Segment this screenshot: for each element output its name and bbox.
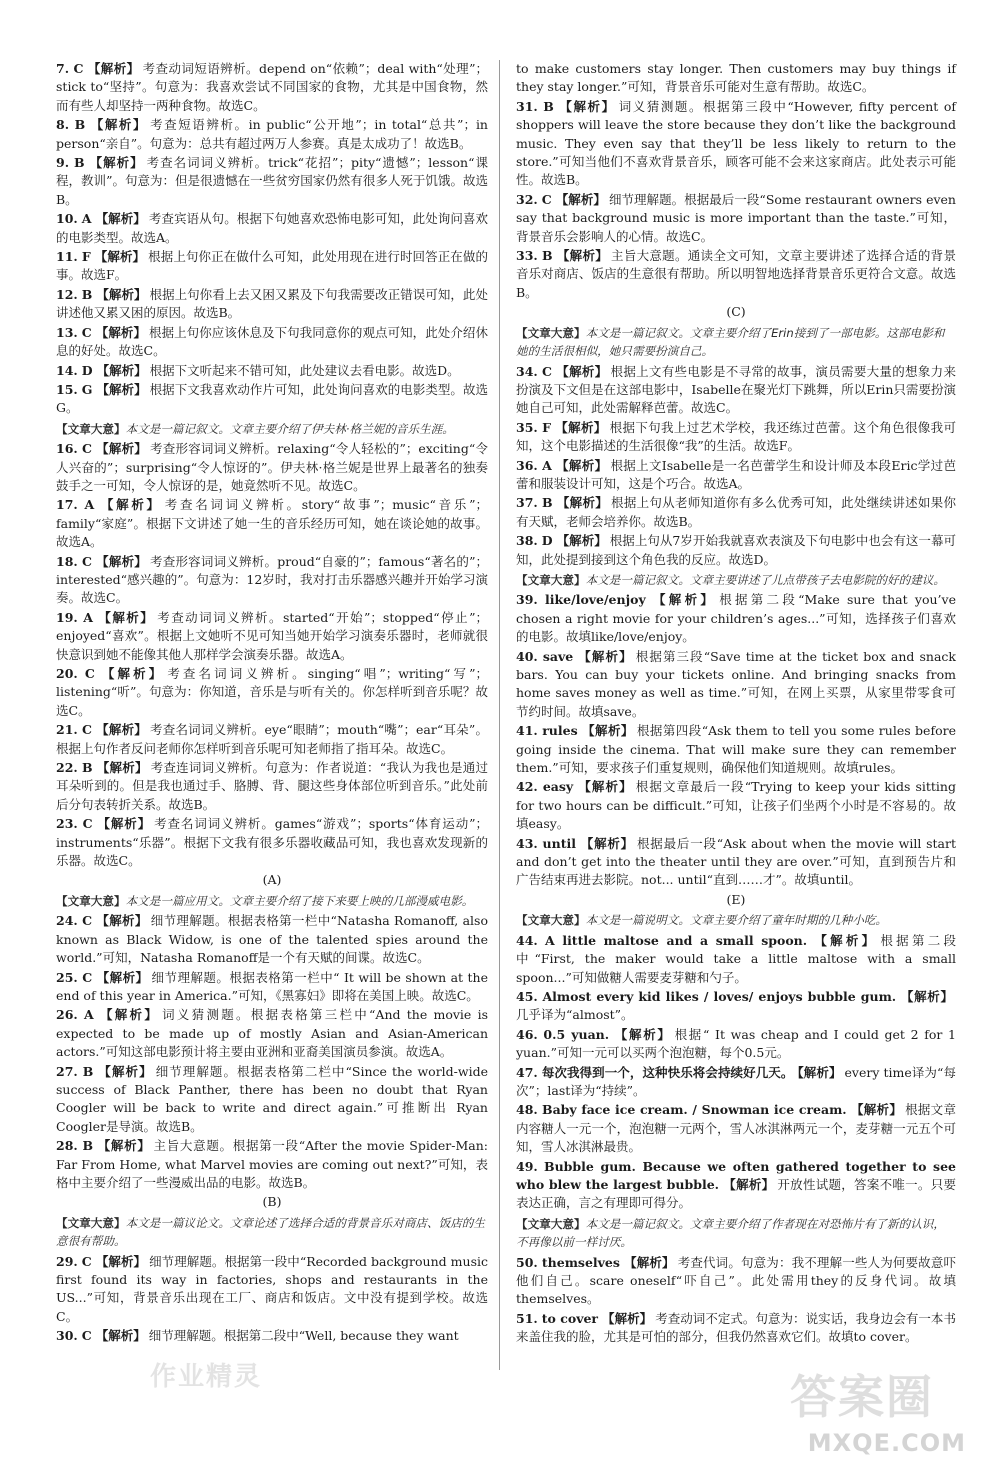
answer-item — [516, 722, 956, 777]
question-number: 32. — [516, 191, 538, 207]
question-number: 13. — [56, 324, 78, 340]
summary-text: 本文是一篇记叙文。文章主要介绍了Erin接到了一部电影。这部电影和她的生活很相似，她只需要扮演自己。 — [516, 325, 945, 359]
answer-item — [56, 759, 488, 814]
answer-choice: easy — [542, 779, 574, 795]
analysis-tag: 【解析】 — [95, 1253, 147, 1269]
analysis-tag: 【解析】 — [96, 969, 149, 985]
question-number: 27. — [56, 1063, 78, 1079]
analysis-text: 考查名词词义辨析。story“故事”；music“音乐”；family“家庭”。根据下文讲述了她一生的音乐经历可知，她在谈论她的故事。故选A。 — [56, 497, 488, 550]
answer-item — [56, 210, 488, 247]
analysis-tag: 【解析】 — [577, 648, 633, 664]
answer-item — [516, 191, 956, 246]
analysis-tag: 【解析】 — [96, 286, 147, 302]
question-number: 30. — [56, 1328, 78, 1344]
analysis-tag: 【解析】 — [96, 816, 152, 832]
analysis-text: 考查连词词义辨析。句意为：作者说道：“我认为我也是通过耳朵听到的。但是我也通过手、胳膊、背、腿这些身体部位听到音乐。”此处前后分句表转折关系。故选B。 — [56, 760, 488, 812]
answer-choice: D — [541, 533, 553, 549]
answer-item — [56, 1253, 488, 1327]
analysis-tag: 【解析】 — [96, 913, 148, 929]
question-number: 12. — [56, 286, 78, 302]
answer-choice: themselves — [541, 1254, 620, 1270]
question-number: 34. — [516, 363, 538, 379]
answer-choice: B — [542, 495, 553, 511]
analysis-tag: 【解析】 — [87, 61, 140, 76]
answer-choice: B — [542, 248, 553, 264]
answer-item — [56, 1137, 488, 1192]
analysis-tag: 【解析】 — [88, 155, 144, 171]
answer-item — [56, 815, 488, 870]
answer-choice: A little maltose and a small spoon. — [545, 932, 808, 948]
question-number: 17. — [56, 497, 78, 513]
answer-item — [516, 1026, 956, 1063]
analysis-tag: 【解析】 — [623, 1254, 675, 1270]
question-number: 18. — [56, 553, 78, 569]
analysis-text: 词义猜测题。根据表格第三栏中“And the movie is expected to be made up of mostly Asian and Asian-American actors.”可知这部电影预计将主要由亚洲和亚裔美国演员参演。故选A。 — [56, 1007, 488, 1060]
answer-choice: F — [81, 249, 91, 265]
article-summary — [56, 420, 488, 438]
analysis-text: 根据下句我上过艺术学校，我还练过芭蕾。这个角色很像我可知，这个电影描述的生活很像“我”的生活。故选F。 — [516, 419, 956, 454]
answer-choice: save — [542, 648, 574, 664]
analysis-text: 根据第二段“Make sure that you’ve chosen a right movie for your children’s ages...”可知，选择孩子们喜欢的电影。故填like/love/enjoy。 — [516, 592, 956, 645]
article-summary — [516, 324, 956, 361]
answer-item — [56, 969, 488, 1006]
answer-item — [56, 1063, 488, 1137]
watermark-logo-text: 答案圈 — [790, 1370, 934, 1424]
analysis-tag: 【解析】 — [581, 723, 634, 739]
question-number: 19. — [56, 609, 78, 625]
answer-choice: C — [81, 324, 92, 340]
answer-item — [56, 362, 488, 380]
analysis-text: 根据上文有些电影是不寻常的故事，演员需要大量的想象力来扮演及下文但是在这部电影中，Isabelle在聚光灯下跳舞，所以Erin只需要扮演她自己可知，此处需解释芭蕾。故选C。 — [516, 363, 956, 416]
question-number: 31. — [516, 98, 538, 114]
analysis-tag: 【解析】 — [577, 779, 633, 795]
analysis-tag: 【解析】 — [613, 1026, 672, 1042]
analysis-text: 考查形容词词义辨析。proud“自豪的”；famous“著名的”；interested“感兴趣的”。句意为：12岁时，我对打击乐器感兴趣并开始学习演奏。故选C。 — [56, 553, 488, 606]
answer-choice: 0.5 yuan. — [543, 1026, 610, 1042]
question-number: 45. — [516, 988, 538, 1004]
analysis-tag: 【解析】 — [556, 533, 607, 549]
answer-choice: Baby face ice cream. / Snowman ice cream. — [542, 1102, 847, 1118]
analysis-text: 根据最后一段“Ask about when the movie will start and don’t get into the theater until they are over.”可知，直到预告片和广告结束再进去影院。not... until“直到……才”。故填until。 — [516, 835, 956, 888]
analysis-tag: 【解析】 — [89, 117, 148, 133]
analysis-text: 考查动词不定式。句意为：说实话，我身边会有一本书来盖住我的脸，尤其是可怕的部分，但我仍然喜欢它们。故填to cover。 — [516, 1310, 956, 1345]
answer-choice: A — [542, 457, 552, 473]
question-number: 26. — [56, 1007, 78, 1023]
question-number: 40. — [516, 648, 538, 664]
analysis-text: 根据下文听起来不错可知，此处建议去看电影。故选D。 — [149, 362, 460, 378]
answer-choice: C — [81, 553, 92, 569]
analysis-text: 根据上句你应该休息及下句我同意你的观点可知，此处介绍休息的好处。故选C。 — [56, 324, 488, 359]
summary-label: 【文章大意】 — [56, 1215, 126, 1230]
answer-item — [516, 648, 956, 722]
answer-item — [56, 1006, 488, 1061]
summary-label: 【文章大意】 — [516, 1216, 586, 1231]
answer-choice: 每次我得到一个，这种快乐将会持续好几天。 — [541, 1064, 794, 1080]
question-number: 28. — [56, 1138, 78, 1154]
analysis-tag: 【解析】 — [97, 1063, 153, 1079]
analysis-tag: 【解析】 — [94, 249, 146, 265]
question-number: 47. — [516, 1064, 538, 1080]
answer-choice: C — [82, 913, 93, 929]
summary-label: 【文章大意】 — [516, 572, 586, 587]
analysis-text: 细节理解题。根据最后一段“Some restaurant owners even say that background music is more important than the taste.”可知，背景音乐会影响人的心情。故选C。 — [516, 191, 956, 244]
site-watermark — [790, 1361, 970, 1457]
answer-choice: G — [81, 381, 93, 397]
article-summary — [516, 571, 956, 589]
summary-label: 【文章大意】 — [516, 913, 586, 928]
analysis-text: 细节理解题。根据表格第二栏中“Since the world-wide success of Black Panther, there has been no doubt that Ryan Coogler will be back to write and direct again.”可推断出 Ryan Coogler是导演。故选B。 — [56, 1063, 488, 1134]
question-number: 20. — [56, 666, 78, 681]
left-column — [56, 60, 488, 1347]
analysis-tag: 【解析】 — [797, 1064, 842, 1080]
watermark-stamp: 作业精灵 — [150, 1362, 263, 1392]
summary-text: 本文是一篇应用文。文章主要介绍了接下来要上映的几部漫威电影。 — [125, 893, 474, 908]
answer-item — [516, 591, 956, 646]
summary-text: 本文是一篇议论文。文章论述了选择合适的背景音乐对商店、饭店的生意很有帮助。 — [56, 1215, 485, 1249]
analysis-text: 根据上句你正在做什么可知，此处用现在进行时回答正在做的事。故选F。 — [56, 249, 488, 283]
analysis-text: 主旨大意题。根据第一段“After the movie Spider-Man: Far From Home, what Marvel movies are coming out next?”可知，表格中主要介绍了一些漫威出品的电影。故选B。 — [56, 1138, 488, 1190]
answer-item — [56, 496, 488, 551]
answer-item — [56, 381, 488, 418]
watermark-url: MXQE.COM — [807, 1429, 966, 1457]
analysis-text: 根据“ It was cheap and I could get 2 for 1 yuan.”可知一元可以买两个泡泡糖，每个0.5元。 — [516, 1026, 956, 1061]
analysis-text: 词义猜测题。根据第三段中“However, fifty percent of shoppers will leave the store because they don’t like the background music. They even say that they’ll be less likely to return to the store.”可知当他们不喜欢背景音乐，顾客可能不会来这家商店。此处表示可能性。故选B。 — [516, 98, 956, 188]
question-number: 41. — [516, 723, 538, 739]
answer-choice: B — [81, 286, 93, 302]
analysis-text: 考查代词。句意为：我不理解一些人为何要故意吓他们自己。scare oneself“吓自己”。此处需用they的反身代词。故填themselves。 — [516, 1254, 956, 1307]
answer-item — [516, 1310, 956, 1347]
answer-item — [516, 247, 956, 302]
question-number: 29. — [56, 1253, 78, 1269]
question-number: 38. — [516, 533, 538, 549]
analysis-text: 细节理解题。根据第一段中“Recorded background music first found its way in factories, shops and restaurants in the US...”可知，背景音乐出现在工厂、商店和饭店。文中没有提到学校。故选C。 — [56, 1253, 488, 1324]
answer-choice: C — [81, 441, 92, 457]
answer-item — [56, 665, 488, 720]
answer-choice: A — [84, 497, 95, 513]
question-number: 9. — [56, 155, 70, 171]
section-heading: (C) — [726, 304, 746, 320]
analysis-tag: 【解析】 — [96, 381, 147, 397]
answer-item — [56, 60, 488, 115]
question-number: 24. — [56, 913, 78, 929]
answer-choice: C — [81, 1253, 92, 1269]
analysis-text: 主旨大意题。通读全文可知，文章主要讲述了选择合适的背景音乐对商店、饭店的生意很有帮助。所以明智地选择背景音乐更符合文意。故选B。 — [516, 248, 956, 300]
summary-label: 【文章大意】 — [56, 421, 126, 436]
analysis-text: 考查宾语从句。根据下句她喜欢恐怖电影可知，此处询问喜欢的电影类型。故选A。 — [56, 211, 488, 245]
analysis-tag: 【解析】 — [554, 419, 607, 435]
analysis-tag: 【解析】 — [557, 98, 616, 114]
analysis-tag: 【解析】 — [95, 1328, 146, 1344]
analysis-text: 根据文章最后一段“Trying to keep your kids sitting for two hours can be difficult.”可知，让孩子们坐两个小时是不容易的。故填easy。 — [516, 779, 956, 832]
question-number: 15. — [56, 381, 78, 397]
analysis-text: 考查名词词义辨析。singing“唱”；writing“写”；listening“听”。句意为：你知道，音乐是与听有关的。你怎样听到音乐呢？故选C。 — [56, 666, 488, 718]
analysis-tag: 【解析】 — [98, 666, 165, 681]
analysis-text: 考查动词短语辨析。depend on“依赖”；deal with“处理”；stick to“坚持”。句意为：我喜欢尝试不同国家的食物，尤其是中国食物，然而有些人却坚持一两种食物。故选C。 — [56, 61, 488, 113]
answer-item — [516, 457, 956, 494]
answer-item — [516, 932, 956, 987]
analysis-text: 几乎译为“almost”。 — [516, 1007, 634, 1023]
analysis-text: 考查名词词义辨析。games“游戏”；sports“体育运动”；instruments“乐器”。根据下文我有很多乐器收藏品可知，我也喜欢发现新的乐器。故选C。 — [56, 816, 488, 869]
answer-choice: B — [543, 98, 554, 114]
analysis-tag: 【解析】 — [95, 324, 147, 340]
analysis-text: 细节理解题。根据表格第一栏中“Natasha Romanoff, also known as Black Widow, is one of the talented spies around the world.”可知，Natasha Romanoff是一个有天赋的间谍。故选C。 — [56, 913, 488, 966]
analysis-text: 根据上句你看上去又困又累及下句我需要改正错误可知，此处讲述他又累又困的原因。故选B。 — [56, 286, 488, 321]
answer-item — [56, 1327, 488, 1345]
question-number: 14. — [56, 362, 78, 378]
answer-item — [56, 721, 488, 758]
answer-choice: Bubble gum. Because we often gathered together to see who blew the largest bubble. — [516, 1158, 956, 1192]
answer-item — [56, 440, 488, 495]
answer-item — [56, 154, 488, 209]
summary-text: 本文是一篇记叙文。文章主要介绍了伊夫林·格兰妮的音乐生涯。 — [125, 421, 454, 436]
answer-choice: B — [81, 760, 93, 776]
answer-item — [516, 778, 956, 833]
question-number: 33. — [516, 248, 538, 264]
analysis-tag: 【解析】 — [556, 248, 609, 264]
answer-item — [516, 494, 956, 531]
column-divider — [499, 60, 500, 1370]
question-number: 46. — [516, 1026, 538, 1042]
analysis-text: 根据第三段“Save time at the ticket box and snack bars. You can buy your tickets online. And bringing snacks from home saves money as well as time.”可知，在网上买票，从家里带零食可节约时间。故填save。 — [516, 648, 956, 719]
article-summary — [56, 892, 488, 910]
analysis-tag: 【解析】 — [579, 835, 634, 851]
summary-label: 【文章大意】 — [516, 325, 586, 340]
analysis-tag: 【解析】 — [811, 932, 878, 948]
summary-text: 本文是一篇记叙文。文章主要讲述了儿点带孩子去电影院的好的建议。 — [585, 572, 945, 587]
question-number: 10. — [56, 211, 78, 227]
answer-item — [516, 1158, 956, 1213]
analysis-text: 开放性试题，答案不唯一。只要表达正确，言之有理即可得分。 — [516, 1176, 956, 1211]
answer-item — [56, 248, 488, 285]
analysis-tag: 【解析】 — [850, 1102, 903, 1118]
question-number: 22. — [56, 760, 78, 776]
analysis-text: 考查名词词义辨析。eye“眼睛”；mouth“嘴”；ear“耳朵”。根据上句作者反问老师你怎样听到音乐呢可知老师指了指耳朵。故选C。 — [56, 722, 488, 756]
answer-item — [56, 912, 488, 967]
answer-item — [516, 1254, 956, 1309]
analysis-text: 考查形容词词义辨析。relaxing“令人轻松的”；exciting“令人兴奋的”；surprising“令人惊讶的”。伊夫林·格兰妮是世界上最著名的独奏鼓手之一可知，令人惊讶的是，她竟然听不见。故选C。 — [56, 441, 488, 493]
answer-item — [516, 835, 956, 890]
answer-choice: until — [542, 835, 576, 851]
answer-choice: C — [84, 666, 95, 681]
analysis-text: every time译为“每次”；last译为“持续”。 — [516, 1064, 956, 1098]
question-number: 50. — [516, 1254, 538, 1270]
answer-choice: B — [82, 1138, 94, 1154]
section-heading: (A) — [262, 872, 282, 888]
analysis-text: 根据文章内容糖人一元一个，泡泡糖一元两个，雪人冰淇淋两元一个，麦芽糖一元五个可知，雪人冰淇淋最贵。 — [516, 1102, 956, 1155]
answer-item — [56, 324, 488, 361]
answer-item — [516, 60, 956, 97]
answer-item — [516, 532, 956, 569]
answer-item — [56, 553, 488, 608]
question-number: 25. — [56, 969, 78, 985]
analysis-text: 根据第二段中“First, the maker would take a little maltose with a small spoon...”可知做糖人需要麦芽糖和勺子。 — [516, 932, 956, 985]
analysis-text: 细节理解题。根据表格第一栏中“ It will be shown at the end of this year in America.”可知，《黑寡妇》即将在美国上映。故选C。 — [56, 969, 488, 1003]
analysis-tag: 【解析】 — [95, 211, 146, 227]
question-number: 39. — [516, 592, 538, 608]
answer-choice: C — [81, 722, 92, 738]
answer-choice: B — [82, 1063, 94, 1079]
analysis-text: 考查动词词义辨析。started“开始”；stopped“停止”；enjoyed“喜欢”。根据上文她听不见可知当她开始学习演奏乐器时，老师就很快意识到她不能像其他人那样学会演奏乐器。故选A。 — [56, 609, 488, 662]
answer-choice: B — [74, 155, 85, 171]
summary-label: 【文章大意】 — [56, 893, 126, 908]
analysis-text: 根据上句从7岁开始我就喜欢表演及下句电影中也会有这一幕可知，此处提到接到这个角色我的反应。故选D。 — [516, 533, 956, 567]
answer-item — [516, 363, 956, 418]
answer-item — [516, 988, 956, 1025]
answer-choice: C — [82, 969, 93, 985]
question-number: 51. — [516, 1310, 538, 1326]
analysis-text: 考查短语辨析。in public“公开地”；in total“总共”；in person“亲自”。句意为：总共有超过两万人参赛。真是太成功了！故选B。 — [56, 117, 488, 151]
answer-choice: Almost every kid likes / loves/ enjoys bubble gum. — [542, 988, 897, 1004]
analysis-tag: 【解析】 — [723, 1176, 775, 1192]
analysis-text: 根据第四段“Ask them to tell you some rules before going inside the cinema. That will make sure they can remember them.”可知，要求孩子们重复规则，确保他们知道规则。故填rules。 — [516, 723, 956, 776]
answer-item — [56, 286, 488, 323]
analysis-tag: 【解析】 — [95, 553, 148, 569]
question-number: 21. — [56, 722, 78, 738]
analysis-tag: 【解析】 — [95, 722, 148, 738]
answer-item — [516, 1101, 956, 1156]
answer-choice: D — [81, 362, 93, 378]
question-number: 42. — [516, 779, 538, 795]
answer-item — [56, 609, 488, 664]
answer-choice: rules — [542, 723, 578, 739]
question-number: 35. — [516, 419, 538, 435]
answer-choice: F — [542, 419, 551, 435]
summary-text: 本文是一篇记叙文。文章主要介绍了作者现在对恐怖片有了新的认识，不再像以前一样讨厌。 — [516, 1216, 945, 1250]
analysis-tag: 【解析】 — [95, 441, 148, 457]
answer-item — [516, 1064, 956, 1101]
question-number: 8. — [56, 117, 70, 133]
article-summary — [56, 1214, 488, 1251]
question-number: 49. — [516, 1158, 538, 1174]
analysis-tag: 【解析】 — [97, 1007, 160, 1023]
question-number: 16. — [56, 441, 78, 457]
analysis-tag: 【解析】 — [900, 988, 953, 1004]
answer-choice: C — [542, 363, 552, 379]
article-summary — [516, 911, 956, 929]
answer-item — [516, 419, 956, 456]
analysis-text: 细节理解题。根据第二段中“Well, because they want — [148, 1328, 459, 1344]
analysis-tag: 【解析】 — [98, 497, 162, 513]
question-number: 37. — [516, 495, 538, 511]
answer-choice: C — [73, 61, 84, 76]
question-number: 7. — [56, 61, 70, 76]
analysis-tag: 【解析】 — [96, 609, 155, 625]
answer-choice: to cover — [541, 1310, 599, 1326]
analysis-tag: 【解析】 — [602, 1310, 653, 1326]
answer-item — [516, 98, 956, 190]
question-number: 43. — [516, 835, 538, 851]
answer-choice: C — [541, 191, 552, 207]
answer-choice: A — [84, 1007, 94, 1023]
answer-choice: C — [81, 1328, 92, 1344]
question-number: 44. — [516, 932, 538, 948]
analysis-text: 根据上句从老师知道你有多么优秀可知，此处继续讲述如果你有天赋，老师会培养你。故选B。 — [516, 495, 956, 529]
answer-choice: like/love/enjoy — [545, 592, 646, 608]
article-summary — [516, 1215, 956, 1252]
analysis-tag: 【解析】 — [555, 363, 608, 379]
analysis-tag: 【解析】 — [556, 495, 609, 511]
analysis-tag: 【解析】 — [555, 457, 608, 473]
section-heading: (B) — [262, 1194, 282, 1210]
answer-choice: B — [74, 117, 86, 133]
analysis-tag: 【解析】 — [97, 1138, 151, 1154]
question-number: 36. — [516, 457, 538, 473]
answer-item — [56, 116, 488, 153]
answer-choice: C — [82, 816, 93, 832]
question-number: 23. — [56, 816, 78, 832]
analysis-tag: 【解析】 — [96, 760, 148, 776]
analysis-text: 根据下文我喜欢动作片可知，此处询问喜欢的电影类型。故选G。 — [56, 381, 488, 416]
answer-choice: A — [83, 609, 93, 625]
section-heading: (E) — [726, 891, 746, 907]
analysis-tag: 【解析】 — [555, 191, 606, 207]
analysis-text: 根据上文Isabelle是一名芭蕾学生和设计师及本段Eric学过芭蕾和服装设计可知，这是个巧合。故选A。 — [516, 457, 956, 491]
right-column — [516, 60, 956, 1348]
analysis-tag: 【解析】 — [96, 362, 147, 378]
analysis-tag: 【解析】 — [649, 592, 717, 608]
answer-choice: A — [81, 211, 92, 227]
question-number: 48. — [516, 1102, 538, 1118]
analysis-text: 考查名词词义辨析。trick“花招”；pity“遗憾”；lesson“课程，教训”。句意为：但是很遗憾在一些贫穷国家仍然有很多人死于饥饿。故选B。 — [56, 155, 488, 207]
question-number: 11. — [56, 249, 78, 265]
summary-text: 本文是一篇说明文。文章主要介绍了童年时期的几种小吃。 — [585, 913, 888, 928]
analysis-text: to make customers stay longer. Then customers may buy things if they stay longer.”可知，背景音乐可能对生意有帮助。故选C。 — [516, 61, 956, 95]
